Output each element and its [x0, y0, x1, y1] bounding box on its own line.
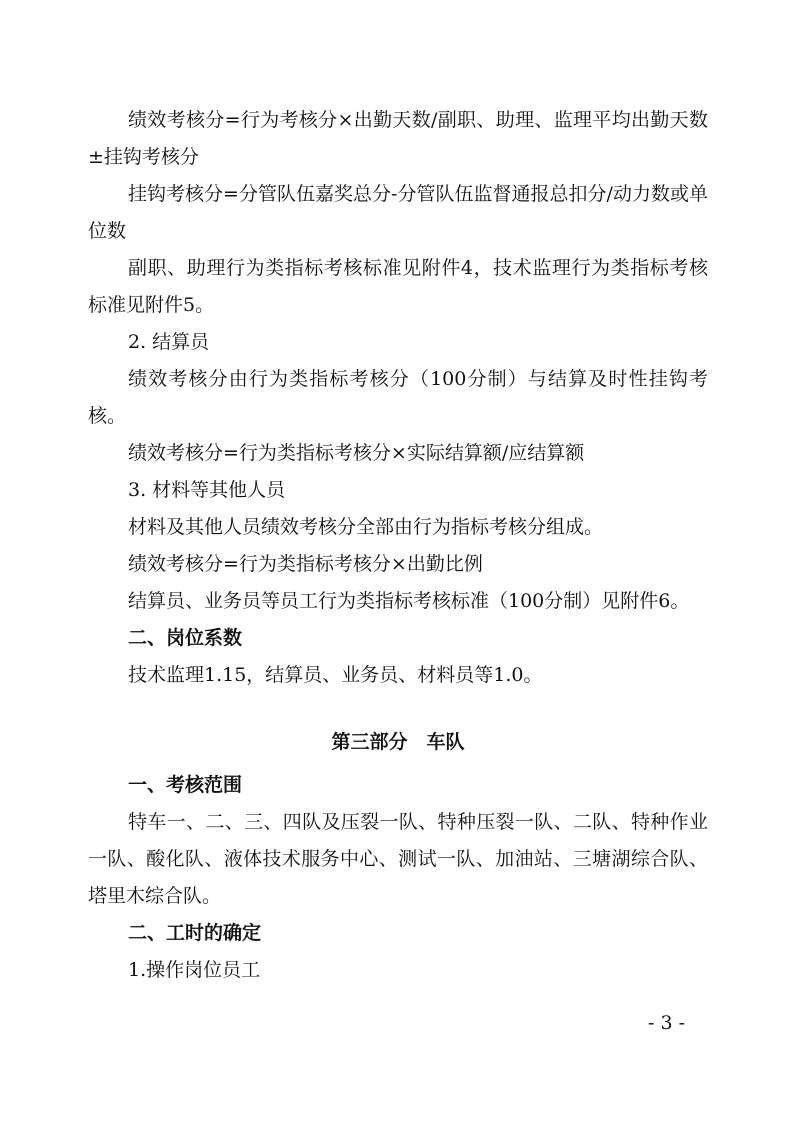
page-number: - 3 -	[648, 1012, 686, 1034]
list-item-heading: 2. 结算员	[128, 331, 210, 353]
formula-paragraph: 绩效考核分=行为类指标考核分×实际结算额/应结算额	[128, 442, 585, 464]
section-heading: 二、工时的确定	[128, 922, 262, 944]
document-body	[88, 102, 708, 989]
body-paragraph: 结算员、业务员等员工行为类指标考核标准（100分制）见附件6。	[128, 590, 690, 612]
body-paragraph: 绩效考核分由行为类指标考核分（100分制）与结算及时性挂钩考核。	[88, 368, 708, 427]
part-title: 第三部分 车队	[331, 731, 465, 753]
formula-paragraph: 绩效考核分=行为类指标考核分×出勤比例	[128, 553, 483, 575]
list-item-heading: 3. 材料等其他人员	[128, 479, 286, 501]
body-paragraph: 材料及其他人员绩效考核分全部由行为指标考核分组成。	[128, 516, 604, 538]
section-heading: 二、岗位系数	[128, 627, 243, 649]
body-paragraph: 副职、助理行为类指标考核标准见附件4，技术监理行为类指标考核标准见附件5。	[88, 257, 708, 316]
formula-paragraph: 挂钩考核分=分管队伍嘉奖总分-分管队伍监督通报总扣分/动力数或单位数	[88, 183, 708, 242]
body-paragraph: 特车一、二、三、四队及压裂一队、特种压裂一队、二队、特种作业一队、酸化队、液体技术服务中心、测试一队、加油站、三塘湖综合队、塔里木综合队。	[88, 811, 708, 907]
body-paragraph: 技术监理1.15，结算员、业务员、材料员等1.0。	[128, 664, 543, 686]
formula-paragraph: 绩效考核分=行为考核分×出勤天数/副职、助理、监理平均出勤天数±挂钩考核分	[88, 109, 708, 168]
list-item-heading: 1.操作岗位员工	[128, 959, 261, 981]
spacer	[88, 694, 708, 724]
section-heading: 一、考核范围	[128, 774, 243, 796]
